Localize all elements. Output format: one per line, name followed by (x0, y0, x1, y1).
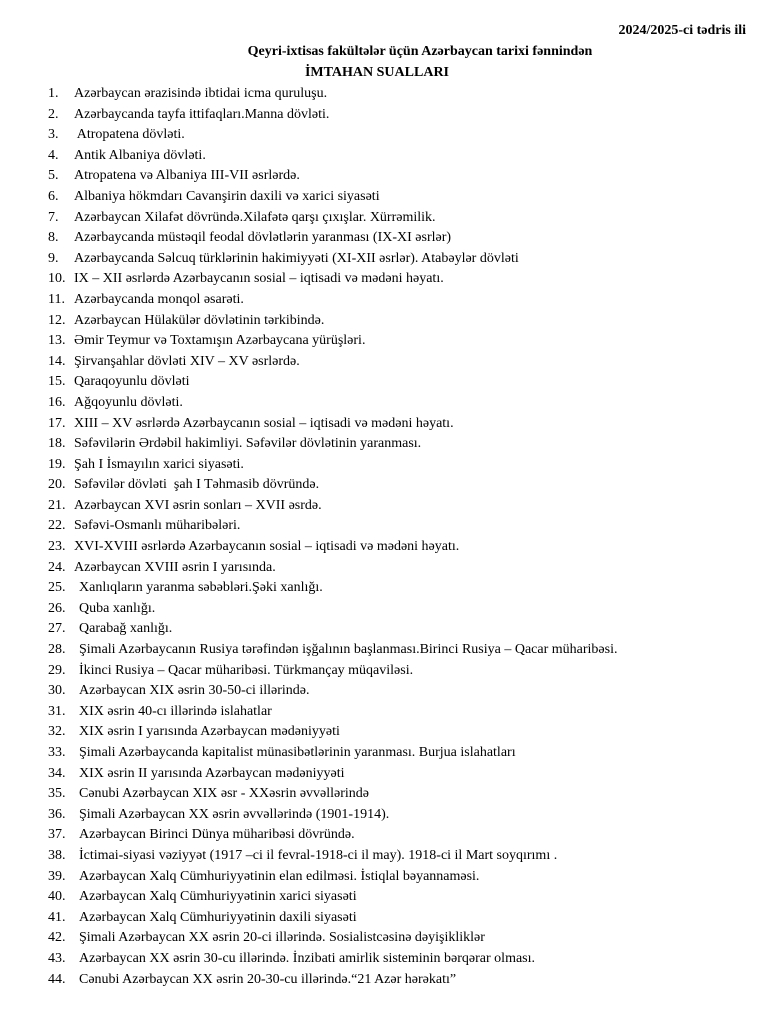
question-number: 12. (48, 312, 66, 328)
question-number: 22. (48, 518, 66, 534)
list-item (48, 867, 758, 888)
question-text: Şah I İsmayılın xarici siyasəti. (74, 456, 244, 472)
question-text: Atropatena dövləti. (74, 127, 185, 143)
question-number: 35. (48, 786, 66, 802)
question-text: Səfəvilər dövləti şah I Təhmasib dövründə. (74, 477, 320, 493)
list-item (48, 496, 758, 517)
question-number: 5. (48, 168, 59, 184)
question-text: Şimali Azərbaycanda kapitalist münasibətlərinin yaranması. Burjua islahatları (79, 745, 516, 760)
list-item (48, 228, 758, 249)
list-item (48, 970, 758, 991)
question-text: Azərbaycan XIX əsrin 30-50-ci illərində. (79, 683, 310, 699)
question-number: 33. (48, 745, 66, 760)
list-item (48, 681, 758, 702)
question-text: Atropatena və Albaniya III-VII əsrlərdə. (74, 168, 300, 184)
list-item (48, 537, 758, 558)
list-item (48, 908, 758, 929)
question-number: 16. (48, 394, 66, 410)
question-number: 15. (48, 374, 66, 390)
question-text: Xanlıqların yaranma səbəbləri.Şəki xanlığı. (79, 580, 323, 596)
list-item (48, 702, 758, 723)
question-text: XIX əsrin 40-cı illərində islahatlar (79, 703, 272, 719)
question-number: 28. (48, 642, 66, 658)
question-number: 41. (48, 909, 66, 925)
list-item (48, 311, 758, 332)
question-text: Antik Albaniya dövləti. (74, 147, 206, 163)
list-item (48, 290, 758, 311)
list-item (48, 599, 758, 620)
question-number: 43. (48, 950, 66, 966)
list-item (48, 84, 758, 105)
list-item (48, 825, 758, 846)
question-text: Azərbaycan Xalq Cümhuriyyətinin daxili siyasəti (79, 909, 357, 925)
subject-line: Qeyri-ixtisas fakültələr üçün Azərbaycan tarixi fənnindən (247, 44, 593, 59)
question-number: 20. (48, 477, 66, 493)
question-number: 21. (48, 497, 66, 513)
question-number: 6. (48, 188, 59, 204)
question-number: 40. (48, 889, 66, 905)
list-item (48, 784, 758, 805)
list-item (48, 187, 758, 208)
question-text: XIII – XV əsrlərdə Azərbaycanın sosial – iqtisadi və mədəni həyatı. (74, 415, 454, 431)
question-text: Şimali Azərbaycanın Rusiya tərəfindən işğalının başlanması.Birinci Rusiya – Qacar müharibəsi. (79, 642, 618, 658)
question-number: 32. (48, 724, 66, 740)
question-text: Səfəvilərin Ərdəbil hakimliyi. Səfəvilər dövlətinin yaranması. (74, 436, 422, 452)
question-number: 38. (48, 847, 66, 863)
list-item (48, 352, 758, 373)
question-number: 7. (48, 209, 59, 225)
list-item (48, 166, 758, 187)
list-item (48, 928, 758, 949)
question-text: Azərbaycanda tayfa ittifaqları.Manna dövləti. (74, 106, 330, 122)
question-number: 9. (48, 250, 59, 266)
question-number: 44. (48, 971, 66, 987)
list-item (48, 414, 758, 435)
question-text: Azərbaycan ərazisində ibtidai icma quruluşu. (74, 86, 328, 101)
question-text: Şimali Azərbaycan XX əsrin əvvəllərində (1901-1914). (79, 806, 390, 822)
question-text: Azərbaycan XVI əsrin sonları – XVII əsrdə. (74, 497, 322, 513)
question-number: 11. (48, 291, 65, 307)
list-item (48, 558, 758, 579)
list-item (48, 887, 758, 908)
list-item (48, 640, 758, 661)
question-text: Cənubi Azərbaycan XIX əsr - XXəsrin əvvəllərində (79, 786, 370, 802)
question-number: 34. (48, 765, 66, 781)
question-text: Azərbaycan Xilafət dövründə.Xilafətə qarşı çıxışlar. Xürrəmilik. (74, 209, 436, 225)
list-item (48, 475, 758, 496)
question-number: 42. (48, 930, 66, 946)
question-text: Şirvanşahlar dövləti XIV – XV əsrlərdə. (74, 353, 300, 369)
list-item (48, 949, 758, 970)
list-item (48, 743, 758, 764)
question-number: 17. (48, 415, 66, 431)
question-text: Quba xanlığı. (79, 600, 156, 616)
list-item (48, 434, 758, 455)
list-item (48, 805, 758, 826)
question-number: 10. (48, 271, 66, 287)
list-item (48, 269, 758, 290)
question-text: Cənubi Azərbaycan XX əsrin 20-30-cu illərində.“21 Azər hərəkatı” (79, 971, 457, 987)
list-item (48, 146, 758, 167)
list-item (48, 331, 758, 352)
question-number: 37. (48, 827, 66, 843)
list-item (48, 722, 758, 743)
exam-question-list (48, 84, 758, 990)
question-text: Əmir Teymur və Toxtamışın Azərbaycana yürüşləri. (74, 333, 366, 349)
list-item (48, 764, 758, 785)
question-number: 23. (48, 539, 66, 555)
question-number: 18. (48, 436, 66, 452)
question-text: İkinci Rusiya – Qacar müharibəsi. Türkmançay müqaviləsi. (79, 662, 414, 678)
question-text: Şimali Azərbaycan XX əsrin 20-ci illərində. Sosialistcəsinə dəyişikliklər (79, 930, 485, 946)
question-text: Azərbaycan Xalq Cümhuriyyətinin xarici siyasəti (79, 889, 357, 905)
question-text: Azərbaycan Xalq Cümhuriyyətinin elan edilməsi. İstiqlal bəyannaməsi. (79, 868, 480, 884)
question-text: Azərbaycanda müstəqil feodal dövlətlərin yaranması (IX-XI əsrlər) (74, 230, 452, 246)
question-text: Azərbaycanda Səlcuq türklərinin hakimiyyəti (XI-XII əsrlər). Atabəylər dövləti (74, 250, 519, 266)
list-item (48, 846, 758, 867)
question-text: Qaraqoyunlu dövləti (74, 374, 190, 390)
list-item (48, 455, 758, 476)
list-item (48, 619, 758, 640)
question-number: 2. (48, 106, 59, 122)
question-text: IX – XII əsrlərdə Azərbaycanın sosial – iqtisadi və mədəni həyatı. (74, 271, 444, 287)
question-number: 31. (48, 703, 66, 719)
question-text: Azərbaycan XVIII əsrin I yarısında. (74, 559, 276, 575)
question-text: Ağqoyunlu dövləti. (74, 394, 183, 410)
question-number: 14. (48, 353, 66, 369)
question-number: 39. (48, 868, 66, 884)
question-text: Azərbaycan XX əsrin 30-cu illərində. İnzibati amirlik sisteminin bərqərar olması. (79, 950, 536, 966)
list-item (48, 372, 758, 393)
list-item (48, 516, 758, 537)
question-number: 3. (48, 127, 59, 143)
question-text: XIX əsrin II yarısında Azərbaycan mədəniyyəti (79, 765, 345, 781)
question-number: 30. (48, 683, 66, 699)
question-text: Albaniya hökmdarı Cavanşirin daxili və xarici siyasəti (74, 188, 380, 204)
question-text: Azərbaycanda monqol əsarəti. (74, 291, 244, 307)
list-item (48, 578, 758, 599)
page-title: İMTAHAN SUALLARI (304, 65, 450, 80)
list-item (48, 249, 758, 270)
question-number: 25. (48, 580, 66, 596)
list-item (48, 208, 758, 229)
question-number: 13. (48, 333, 66, 349)
question-number: 26. (48, 600, 66, 616)
list-item (48, 393, 758, 414)
question-text: Səfəvi-Osmanlı müharibələri. (74, 518, 241, 534)
question-text: Qarabağ xanlığı. (79, 621, 173, 637)
question-number: 4. (48, 147, 59, 163)
list-item (48, 125, 758, 146)
question-number: 27. (48, 621, 66, 637)
question-number: 29. (48, 662, 66, 678)
academic-year: 2024/2025-ci tədris ili (618, 23, 746, 38)
list-item (48, 105, 758, 126)
question-number: 8. (48, 230, 59, 246)
question-number: 19. (48, 456, 66, 472)
question-text: İctimai-siyasi vəziyyət (1917 –ci il fevral-1918-ci il may). 1918-ci il Mart soyqırımı . (79, 847, 558, 863)
list-item (48, 661, 758, 682)
question-text: Azərbaycan Birinci Dünya müharibəsi dövründə. (79, 827, 355, 843)
question-text: XVI-XVIII əsrlərdə Azərbaycanın sosial – iqtisadi və mədəni həyatı. (74, 539, 460, 555)
question-number: 36. (48, 806, 66, 822)
question-number: 24. (48, 559, 66, 575)
question-text: XIX əsrin I yarısında Azərbaycan mədəniyyəti (79, 724, 340, 740)
question-number: 1. (48, 86, 59, 101)
question-text: Azərbaycan Hülakülər dövlətinin tərkibində. (74, 312, 325, 328)
